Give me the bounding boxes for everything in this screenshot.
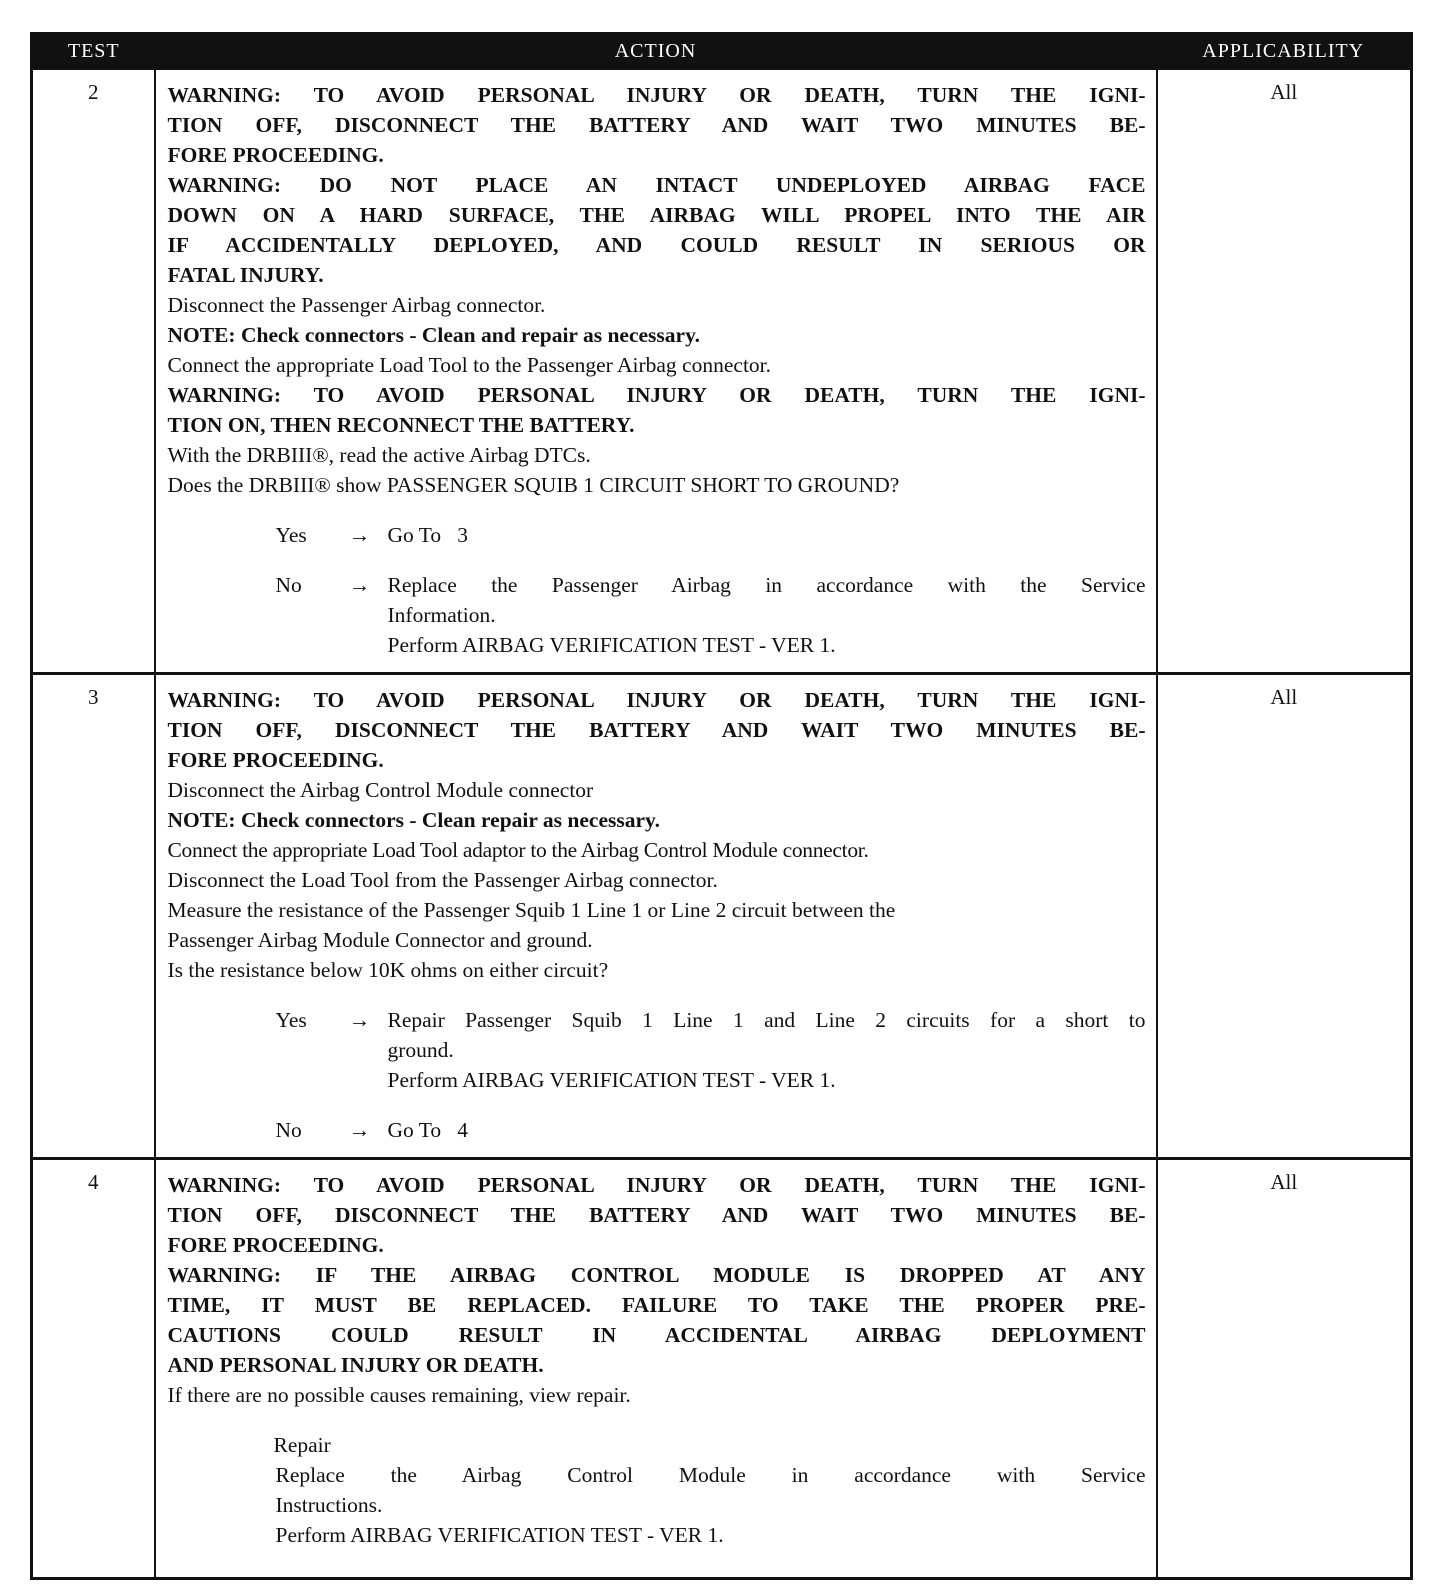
test-number: 3: [88, 685, 99, 709]
warning-text: FORE PROCEEDING.: [167, 143, 384, 167]
applicability-value: All: [1270, 80, 1298, 104]
instruction-text: Disconnect the Load Tool from the Passenger Airbag connector.: [167, 868, 718, 892]
outcome-label: Yes: [275, 1008, 307, 1032]
action-cell: [156, 675, 1156, 1157]
warning-text: CAUTIONS COULD RESULT IN ACCIDENTAL AIRBAG DEPLOYMENT: [167, 1323, 1146, 1347]
warning-text: AND PERSONAL INJURY OR DEATH.: [167, 1353, 544, 1377]
action-cell: [156, 1160, 1156, 1558]
action-cell: [156, 70, 1156, 672]
warning-text: WARNING: IF THE AIRBAG CONTROL MODULE IS DROPPED AT ANY: [167, 1263, 1146, 1287]
outcome-no: [168, 1115, 1146, 1145]
outcome-text: Go To 4: [387, 1118, 469, 1142]
applicability-value: All: [1270, 1170, 1298, 1194]
outcome-label: No: [275, 573, 302, 597]
instruction-text: Connect the appropriate Load Tool adaptor to the Airbag Control Module connector.: [167, 838, 869, 862]
warning-text: IF ACCIDENTALLY DEPLOYED, AND COULD RESULT IN SERIOUS OR: [167, 233, 1146, 257]
repair-instructions: [276, 1460, 1146, 1550]
warning-text: DOWN ON A HARD SURFACE, THE AIRBAG WILL PROPEL INTO THE AIR: [167, 203, 1146, 227]
instruction-text: With the DRBIII®, read the active Airbag DTCs.: [167, 443, 591, 467]
warning-text: TION ON, THEN RECONNECT THE BATTERY.: [167, 413, 635, 437]
instruction-text: Connect the appropriate Load Tool to the Passenger Airbag connector.: [167, 353, 772, 377]
arrow-icon: →: [348, 1118, 371, 1142]
diagnostic-test-table: [30, 32, 1413, 1580]
column-header-test: TEST: [32, 34, 155, 69]
column-header-applicability: APPLICABILITY: [1157, 34, 1412, 69]
outcome-text: Information.: [387, 603, 496, 627]
instruction-text: Disconnect the Passenger Airbag connector.: [167, 293, 546, 317]
outcomes: [168, 1005, 1146, 1145]
arrow-icon: →: [348, 1008, 371, 1032]
outcome-text: Go To 3: [387, 523, 469, 547]
table-header-row: [32, 34, 1412, 69]
warning-text: FATAL INJURY.: [167, 263, 324, 287]
warning-text: TION OFF, DISCONNECT THE BATTERY AND WAIT TWO MINUTES BE-: [167, 1203, 1146, 1227]
outcome-no: [168, 570, 1146, 660]
arrow-icon: →: [348, 523, 371, 547]
repair-text: Instructions.: [275, 1493, 383, 1517]
table-row-test-4: [32, 1159, 1412, 1579]
repair-label: Repair: [273, 1433, 331, 1457]
outcomes: [168, 520, 1146, 660]
instruction-text: Measure the resistance of the Passenger Squib 1 Line 1 or Line 2 circuit between the: [167, 898, 896, 922]
repair-text: Perform AIRBAG VERIFICATION TEST - VER 1.: [275, 1523, 724, 1547]
outcome-label: Yes: [275, 523, 307, 547]
outcome-text: Perform AIRBAG VERIFICATION TEST - VER 1.: [387, 1068, 836, 1092]
outcome-text: Perform AIRBAG VERIFICATION TEST - VER 1.: [387, 633, 836, 657]
warning-text: WARNING: TO AVOID PERSONAL INJURY OR DEATH, TURN THE IGNI-: [167, 83, 1146, 107]
outcome-text: Repair Passenger Squib 1 Line 1 and Line 2 circuits for a short to: [387, 1008, 1146, 1032]
outcome-text: ground.: [387, 1038, 454, 1062]
warning-text: WARNING: TO AVOID PERSONAL INJURY OR DEATH, TURN THE IGNI-: [167, 688, 1146, 712]
warning-text: TION OFF, DISCONNECT THE BATTERY AND WAIT TWO MINUTES BE-: [167, 718, 1146, 742]
diagnostic-test-table-container: [30, 32, 1410, 1580]
warning-text: FORE PROCEEDING.: [167, 748, 384, 772]
note-text: NOTE: Check connectors - Clean repair as necessary.: [167, 808, 660, 832]
warning-text: FORE PROCEEDING.: [167, 1233, 384, 1257]
warning-text: TIME, IT MUST BE REPLACED. FAILURE TO TAKE THE PROPER PRE-: [167, 1293, 1146, 1317]
column-header-action: ACTION: [155, 34, 1157, 69]
table-row-test-2: [32, 69, 1412, 674]
instruction-text: If there are no possible causes remaining, view repair.: [167, 1383, 631, 1407]
warning-text: WARNING: DO NOT PLACE AN INTACT UNDEPLOYED AIRBAG FACE: [167, 173, 1146, 197]
test-number: 4: [88, 1170, 99, 1194]
test-number: 2: [88, 80, 99, 104]
question-text: Is the resistance below 10K ohms on either circuit?: [167, 958, 609, 982]
applicability-value: All: [1270, 685, 1298, 709]
warning-text: WARNING: TO AVOID PERSONAL INJURY OR DEATH, TURN THE IGNI-: [167, 1173, 1146, 1197]
warning-text: WARNING: TO AVOID PERSONAL INJURY OR DEATH, TURN THE IGNI-: [167, 383, 1146, 407]
question-text: Does the DRBIII® show PASSENGER SQUIB 1 CIRCUIT SHORT TO GROUND?: [167, 473, 900, 497]
outcome-yes: [168, 520, 1146, 550]
instruction-text: Passenger Airbag Module Connector and ground.: [167, 928, 593, 952]
instruction-text: Disconnect the Airbag Control Module connector: [167, 778, 594, 802]
outcome-text: Replace the Passenger Airbag in accordance with the Service: [387, 573, 1146, 597]
outcome-label: No: [275, 1118, 302, 1142]
warning-text: TION OFF, DISCONNECT THE BATTERY AND WAIT TWO MINUTES BE-: [167, 113, 1146, 137]
outcome-yes: [168, 1005, 1146, 1095]
arrow-icon: →: [348, 573, 371, 597]
repair-text: Replace the Airbag Control Module in accordance with Service: [275, 1463, 1146, 1487]
table-row-test-3: [32, 674, 1412, 1159]
note-text: NOTE: Check connectors - Clean and repair as necessary.: [167, 323, 701, 347]
